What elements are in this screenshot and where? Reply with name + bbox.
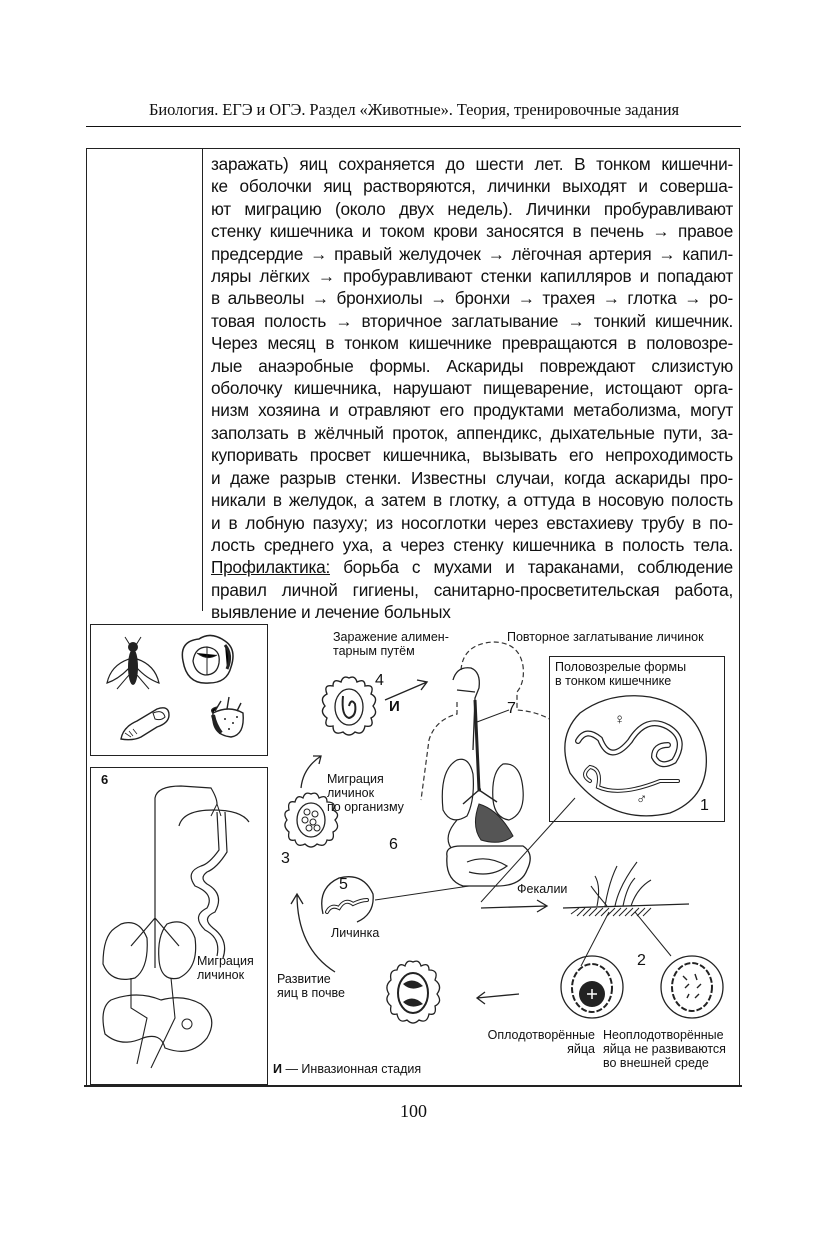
- label-line: яйца не развиваются: [603, 1042, 726, 1056]
- infection-sources-panel: [90, 624, 268, 756]
- text-line: и даже разрыв стенки. Известны случаи, когда аскариды про-: [211, 467, 733, 488]
- stage-number-4: 4: [375, 672, 384, 689]
- arrow-soil-to-3: [287, 888, 347, 978]
- text-line: товая полость → вторичное заглатывание → тонкий кишечник.: [211, 310, 733, 331]
- table-left-cell: [87, 149, 203, 611]
- text-line: никали в желудок, а затем в глотку, а оттуда в носовую полость: [211, 490, 733, 511]
- text-line: стенку кишечника и током крови заносятся в печень → правое: [211, 221, 733, 242]
- label-line: личинок: [197, 968, 245, 982]
- pointer-line-5: [373, 882, 473, 902]
- body-text: [211, 153, 733, 624]
- label-fertilized-eggs: [479, 1028, 595, 1056]
- text-line: оболочку кишечника, нарушают пищеварение, истощают орга-: [211, 378, 733, 399]
- prophylaxis-label: Профилактика:: [211, 557, 330, 578]
- text-line: лость среднего уха, а через стенку кишечника в полость тела.: [211, 534, 733, 555]
- fertilized-egg-drawing: [559, 954, 625, 1020]
- strawberry-icon: [207, 695, 247, 740]
- stage-number-3: 3: [281, 850, 290, 867]
- text-line: ке оболочки яиц растворяются, личинки выходят и соверша-: [211, 176, 733, 197]
- label-line: по организму: [327, 800, 404, 814]
- label-line: тарным путём: [333, 644, 415, 658]
- stage-number-7: 7: [507, 700, 516, 717]
- prophylaxis-line: [211, 556, 733, 578]
- prophylaxis-text: борьба с мухами и тараканами, соблюдение: [329, 557, 733, 578]
- label-line: Половозрелые формы: [555, 660, 687, 674]
- label-line: яйца: [567, 1042, 595, 1056]
- fly-icon: [103, 635, 163, 695]
- label-larva-migration: [197, 954, 254, 982]
- text-line: предсердие → правый желудочек → лёгочная артерия → капил-: [211, 243, 733, 264]
- label-larva-migration-body: [327, 772, 404, 814]
- label-re-swallowing: Повторное заглатывание личинок: [507, 630, 704, 644]
- label-larva: Личинка: [331, 926, 380, 940]
- content-table: [86, 148, 740, 623]
- label-line: Оплодотворённые: [487, 1028, 595, 1042]
- stage-number-6: 6: [389, 836, 398, 853]
- invasive-text: — Инвазионная стадия: [281, 1062, 422, 1076]
- label-feces: Фекалии: [517, 882, 568, 896]
- migration-path-drawing: [91, 768, 267, 1084]
- label-unfertilized-eggs: [603, 1028, 726, 1070]
- text-line: Через месяц в тонком кишечнике превращаются в половозре-: [211, 333, 733, 354]
- migration-panel: [90, 767, 268, 1085]
- text-line: заражать) яиц сохраняется до шести лет. В тонком кишечни-: [211, 154, 733, 174]
- label-line: личинок: [327, 786, 375, 800]
- stage-number-1: 1: [700, 797, 709, 814]
- female-symbol: ♀: [614, 711, 626, 728]
- text-line: правил личной гигиены, санитарно-просветительская работа,: [211, 579, 733, 600]
- cabbage-icon: [177, 633, 237, 688]
- male-symbol: ♂: [636, 791, 648, 808]
- stage-number-2: 2: [637, 952, 646, 969]
- arrow-3-to-4: [297, 752, 327, 792]
- arrow-egg-leftward: [473, 986, 523, 1006]
- page-number: 100: [400, 1101, 427, 1121]
- text-line: ляры лёгких → пробуравливают стенки капилляров и попадают: [211, 266, 733, 287]
- label-line: во внешней среде: [603, 1056, 709, 1070]
- text-line: ют миграцию (около двух недель). Личинки пробуравливают: [211, 198, 733, 219]
- label-line: Неоплодотворённые: [603, 1028, 724, 1042]
- text-line: низм хозяина и отравляют его продуктами метаболизма, могут: [211, 400, 733, 421]
- invasive-egg-4: [319, 676, 379, 738]
- pointer-line-7: [475, 706, 515, 726]
- text-line: купоривать просвет кишечника, вызывать его непроходимость: [211, 445, 733, 466]
- developing-egg-drawing: [385, 960, 441, 1026]
- label-line: яиц в почве: [277, 986, 345, 1000]
- text-line: выявление и лечение больных: [211, 602, 451, 623]
- soil-grass-drawing: [561, 856, 701, 936]
- ascaris-lifecycle-figure: [86, 610, 740, 1087]
- label-line: Заражение алимен-: [333, 630, 449, 644]
- text-line: заползать в жёлчный проток, аппендикс, дыхательные пути, за-: [211, 422, 733, 443]
- label-line: Миграция: [197, 954, 254, 968]
- invasive-key: И: [273, 1062, 282, 1076]
- text-line: в альвеолы → бронхиолы → бронхи → трахея → глотка → ро-: [211, 288, 733, 309]
- figure-bottom-rule: [84, 1085, 742, 1087]
- running-head: Биология. ЕГЭ и ОГЭ. Раздел «Животные». Теория, тренировочные задания: [149, 100, 679, 119]
- finger-icon: [117, 703, 172, 743]
- label-line: Миграция: [327, 772, 384, 786]
- unfertilized-egg-drawing: [659, 954, 725, 1020]
- invasive-stage-legend: [273, 1062, 421, 1076]
- label-line: Развитие: [277, 972, 331, 986]
- stage-number-5: 5: [339, 876, 348, 893]
- text-line: лые анаэробные формы. Аскариды повреждают слизистую: [211, 355, 733, 376]
- header-rule: [86, 126, 741, 127]
- panel-number-6: 6: [101, 772, 109, 787]
- label-line: в тонком кишечнике: [555, 674, 672, 688]
- invasive-marker: И: [389, 698, 400, 715]
- text-line: и в лобную пазуху; из носоглотки через евстахиеву трубу в по-: [211, 512, 733, 533]
